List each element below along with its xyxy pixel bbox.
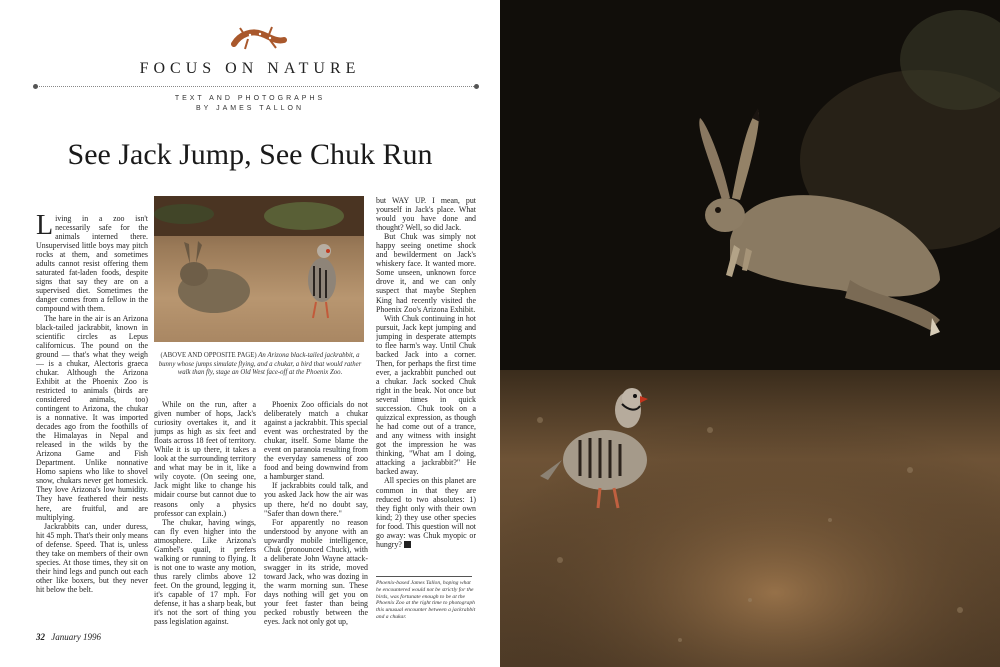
page-number: 32	[36, 632, 45, 642]
paragraph: Phoenix Zoo officials do not deliberately match a chukar against a jackrabbit. This special event was orchestrated by the chukar, itself. Some blame the event on paranoia resulting from the everyday sameness of zoo food and being downwind from a hamburger stand.	[264, 400, 368, 482]
paragraph: With Chuk continuing in hot pursuit, Jack kept jumping and jumping in desperate attempts to flee harm's way. Until Chuk backed Jack into a corner. Then, for perhaps the first time ever, a jackrabbit punched out a chukar. Jack socked Chuk right in the beak. Not once but several times in quick succession. Chuk took on a quizzical expression, as though he had come out of a trance, and any witness with insight got the impression he was thinking, "What am I doing, attacking a jackrabbit?" He backed away.	[376, 313, 476, 477]
photo-caption	[154, 352, 366, 378]
caption-text: An Arizona black-tailed jackrabbit, a bunny whose jumps simulate flying, and a chukar, a bird that would rather walk than fly, stage an Old West face-off at the Phoenix Zoo.	[158, 352, 362, 377]
gecko-logo	[226, 22, 288, 54]
paragraph: All species on this planet are common in that they are reduced to two absolutes: 1) they fight only with their own kind; 2) they use other species for food. This question will not go away: was Chuk myopic or hungry?	[376, 476, 476, 549]
article-column-2	[154, 400, 256, 626]
byline-line-2: BY JAMES TALLON	[195, 105, 305, 112]
paragraph: but WAY UP. I mean, put yourself in Jack's place. What would you have done and thought? Well, so did Jack.	[376, 196, 476, 233]
author-note: Phoenix-based James Tallon, hoping what he encountered would not be strictly for the birds, was fortunate enough to be at the Phoenix Zoo at the right time to photograph this unusual encounter between a jackrabbit and a chukar.	[376, 580, 476, 620]
article-column-3	[264, 400, 368, 626]
jumping-jackrabbit-photo	[500, 0, 1000, 667]
paragraph: The chukar, having wings, can fly even higher into the atmosphere. Like Arizona's Gambel's quail, it prefers walking or running to flying. It is not one to waste any motion, thus rarely climbs above 12 feet. On the ground, legging it, it's capable of 17 mph. For defense, it has a sharp beak, but it's not the sort of thing you pass legislation against.	[154, 517, 256, 626]
paragraph: But Chuk was simply not happy seeing onetime shock and bewilderment on Jack's whiskery face. It wanted more. Some unseen, unknown force drove it, and we can only suspect that maybe Stephen King had recently visited the Phoenix Zoo's Arizona Exhibit.	[376, 232, 476, 314]
header-rule	[36, 86, 476, 87]
headline: See Jack Jump, See Chuk Run	[67, 138, 433, 171]
issue-date: January 1996	[51, 632, 101, 642]
paragraph: While on the run, after a given number of hops, Jack's curiosity overtakes it, and it jumps as high as six feet and floats across 18 feet of territory. While it is up there, it takes a look at the surrounding territory and what may be in it, like a wily coyote. (On seeing one, Jack might like to change his midair course but cannot due to reasons only a physics professor can explain.)	[154, 400, 256, 518]
sidebar-rule	[376, 576, 472, 577]
section-title: FOCUS ON NATURE	[139, 60, 361, 77]
byline-line-1: TEXT AND PHOTOGRAPHS	[174, 95, 326, 102]
article-column-1	[36, 214, 148, 624]
paragraph: iving in a zoo isn't necessarily safe for the animals interned there. Unsupervised little boys may pitch rocks at them, and sometimes adults cannot resist offering them saturated fat-laden foods, despite signs that say they are on a supervised diet. Sometimes the danger comes from a fellow in the compound with them.	[36, 214, 148, 314]
article-column-4	[376, 196, 476, 572]
right-page-photo	[500, 0, 1000, 667]
paragraph: Jackrabbits can, under duress, hit 45 mph. That's their only means of defense. Speed. That is, unless they take on members of their own species. At those times, they sit on their hind legs and punch out each other like boxers, but they never hit below the belt.	[36, 521, 148, 594]
paragraph: For apparently no reason understood by anyone with an upwardly mobile intelligence, Chuk (pronounced Chuck), with a deliberate John Wayne attack-swagger in its stride, moved toward Jack, who was dozing in the warm morning sun. These days nothing will get you on your feet faster than being pecked robustly between the eyes. Jack not only got up,	[264, 517, 368, 626]
jackrabbit-chukar-photo	[154, 196, 364, 342]
folio	[36, 632, 101, 642]
end-mark-icon: ▣	[404, 541, 411, 548]
caption-lead: (ABOVE AND OPPOSITE PAGE)	[160, 352, 257, 359]
drop-cap: L	[36, 214, 54, 241]
paragraph: The hare in the air is an Arizona black-tailed jackrabbit, known in scientific circles as Lepus californicus. The pound on the ground — that's what they weigh — is a chukar, Alectoris graeca chukar. Although the Arizona Exhibit at the Phoenix Zoo is restricted to animals (birds are considered animals, too) contingent to Arizona, the chukar is a nonnative. It was imported decades ago from the foothills of the Himalayas in Nepal and released in the wilds by the Arizona Game and Fish Department. Unlike nonnative Homo sapiens who like to shovel snow, chukars never get homesick. They love Arizona's low humidity. They have feathered their nests here, are fruitful, and are multiplying.	[36, 313, 148, 522]
byline	[0, 94, 500, 114]
paragraph: If jackrabbits could talk, and you asked Jack how the air was up there, he'd no doubt say, "Safer than down there."	[264, 481, 368, 518]
